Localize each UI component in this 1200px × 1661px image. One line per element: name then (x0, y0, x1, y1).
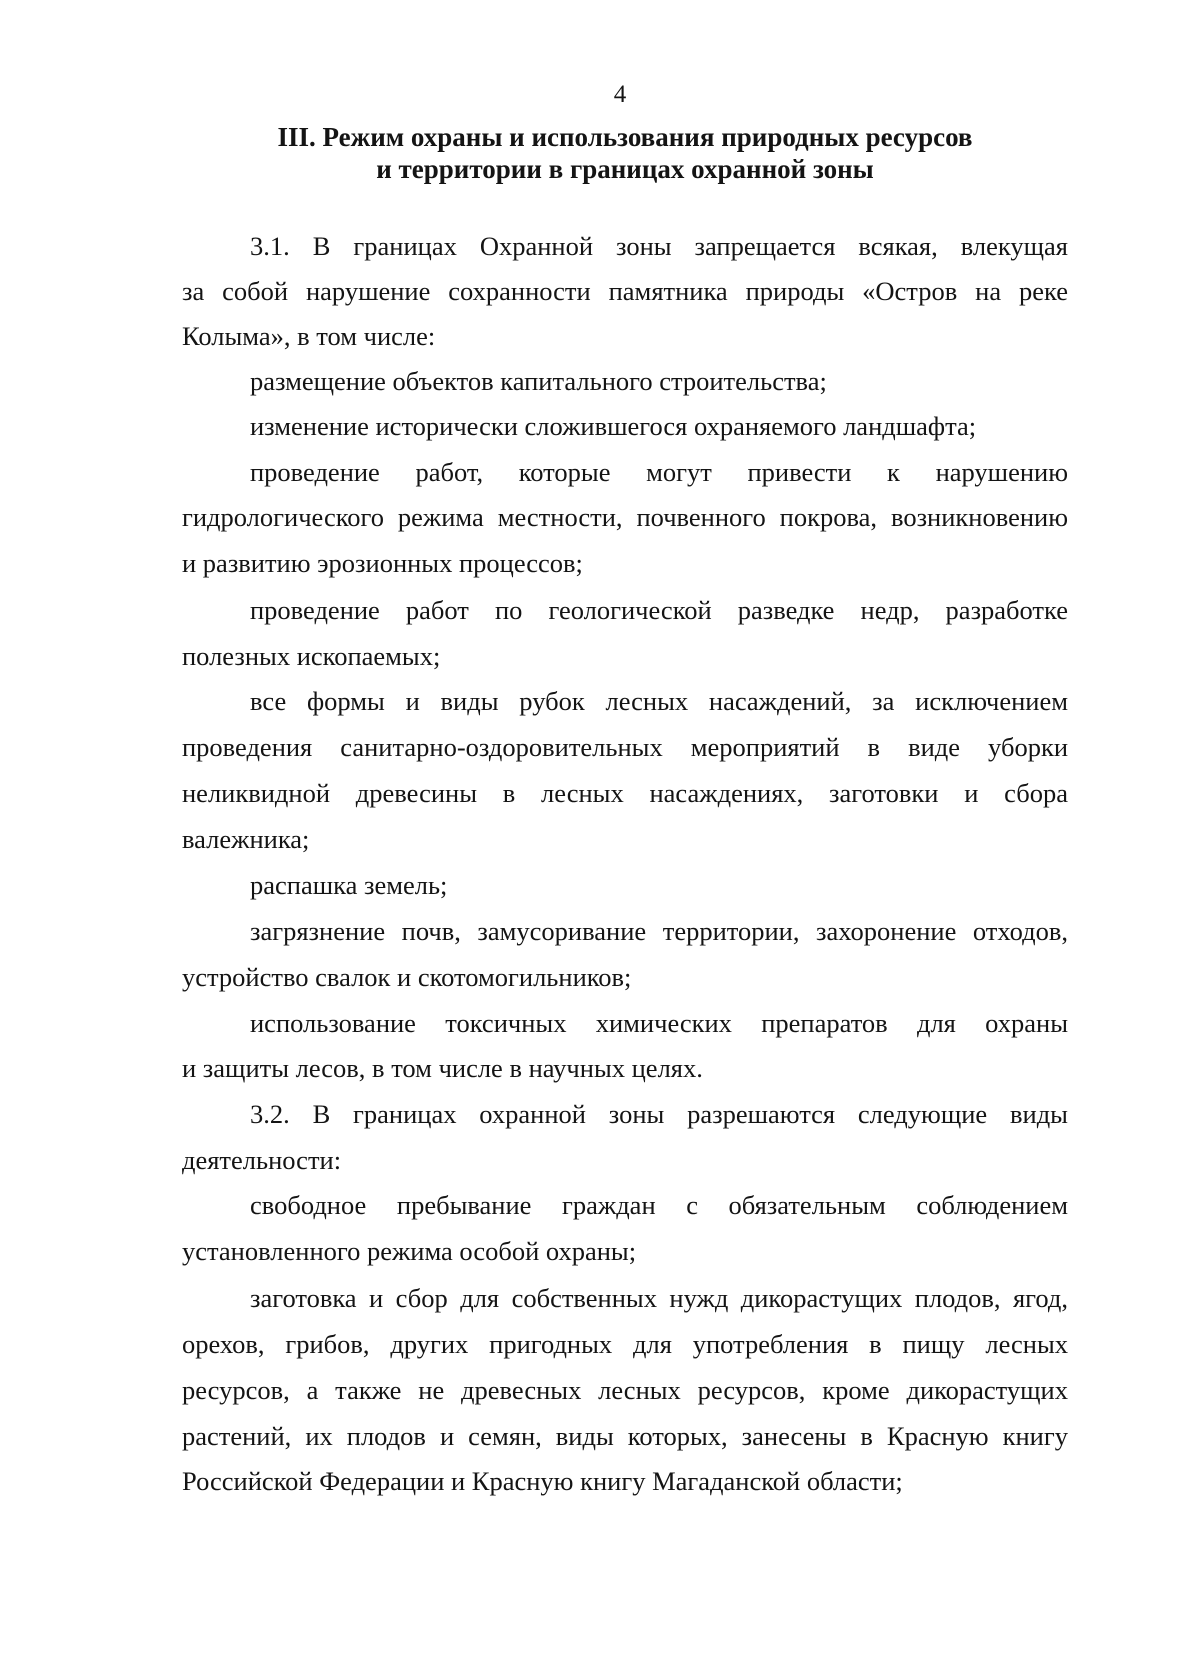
paragraph-line: 3.1. В границах Охранной зоны запрещается всякая, влекущая (250, 231, 1068, 261)
paragraph-line: валежника; (182, 824, 310, 854)
paragraph-line: изменение исторически сложившегося охраняемого ландшафта; (250, 411, 977, 441)
paragraph-line: проведение работ, которые могут привести к нарушению (250, 457, 1068, 487)
paragraph-line: растений, их плодов и семян, виды которых, занесены в Красную книгу (182, 1421, 1068, 1451)
paragraph-line: распашка земель; (250, 870, 448, 900)
section-heading-line-1: III. Режим охраны и использования природных ресурсов (277, 122, 973, 152)
paragraph-line: и развитию эрозионных процессов; (182, 548, 583, 578)
paragraph-line: орехов, грибов, других пригодных для употребления в пищу лесных (182, 1329, 1068, 1359)
page-number: 4 (613, 81, 627, 108)
section-heading-line-2: и территории в границах охранной зоны (376, 154, 874, 184)
paragraph-line: неликвидной древесины в лесных насаждениях, заготовки и сбора (182, 778, 1068, 808)
paragraph-line: размещение объектов капитального строительства; (250, 366, 827, 396)
paragraph-line: ресурсов, а также не древесных лесных ресурсов, кроме дикорастущих (182, 1375, 1068, 1405)
paragraph-line: гидрологического режима местности, почвенного покрова, возникновению (182, 502, 1068, 532)
paragraph-line: Колыма», в том числе: (182, 321, 436, 351)
paragraph-line: заготовка и сбор для собственных нужд дикорастущих плодов, ягод, (250, 1283, 1068, 1313)
paragraph-line: проведения санитарно-оздоровительных мероприятий в виде уборки (182, 732, 1068, 762)
paragraph-line: использование токсичных химических препаратов для охраны (250, 1008, 1068, 1038)
paragraph-line: установленного режима особой охраны; (182, 1236, 637, 1266)
paragraph-line: устройство свалок и скотомогильников; (182, 962, 632, 992)
paragraph-line: деятельности: (182, 1145, 342, 1175)
paragraph-line: свободное пребывание граждан с обязательным соблюдением (250, 1190, 1068, 1220)
paragraph-line: за собой нарушение сохранности памятника природы «Остров на реке (182, 276, 1068, 306)
paragraph-line: все формы и виды рубок лесных насаждений, за исключением (250, 686, 1068, 716)
paragraph-line: 3.2. В границах охранной зоны разрешаются следующие виды (250, 1099, 1068, 1129)
paragraph-line: полезных ископаемых; (182, 641, 441, 671)
paragraph-line: проведение работ по геологической разведке недр, разработке (250, 595, 1068, 625)
paragraph-line: загрязнение почв, замусоривание территории, захоронение отходов, (250, 916, 1068, 946)
paragraph-line: и защиты лесов, в том числе в научных целях. (182, 1053, 703, 1083)
paragraph-line: Российской Федерации и Красную книгу Магаданской области; (182, 1466, 903, 1496)
